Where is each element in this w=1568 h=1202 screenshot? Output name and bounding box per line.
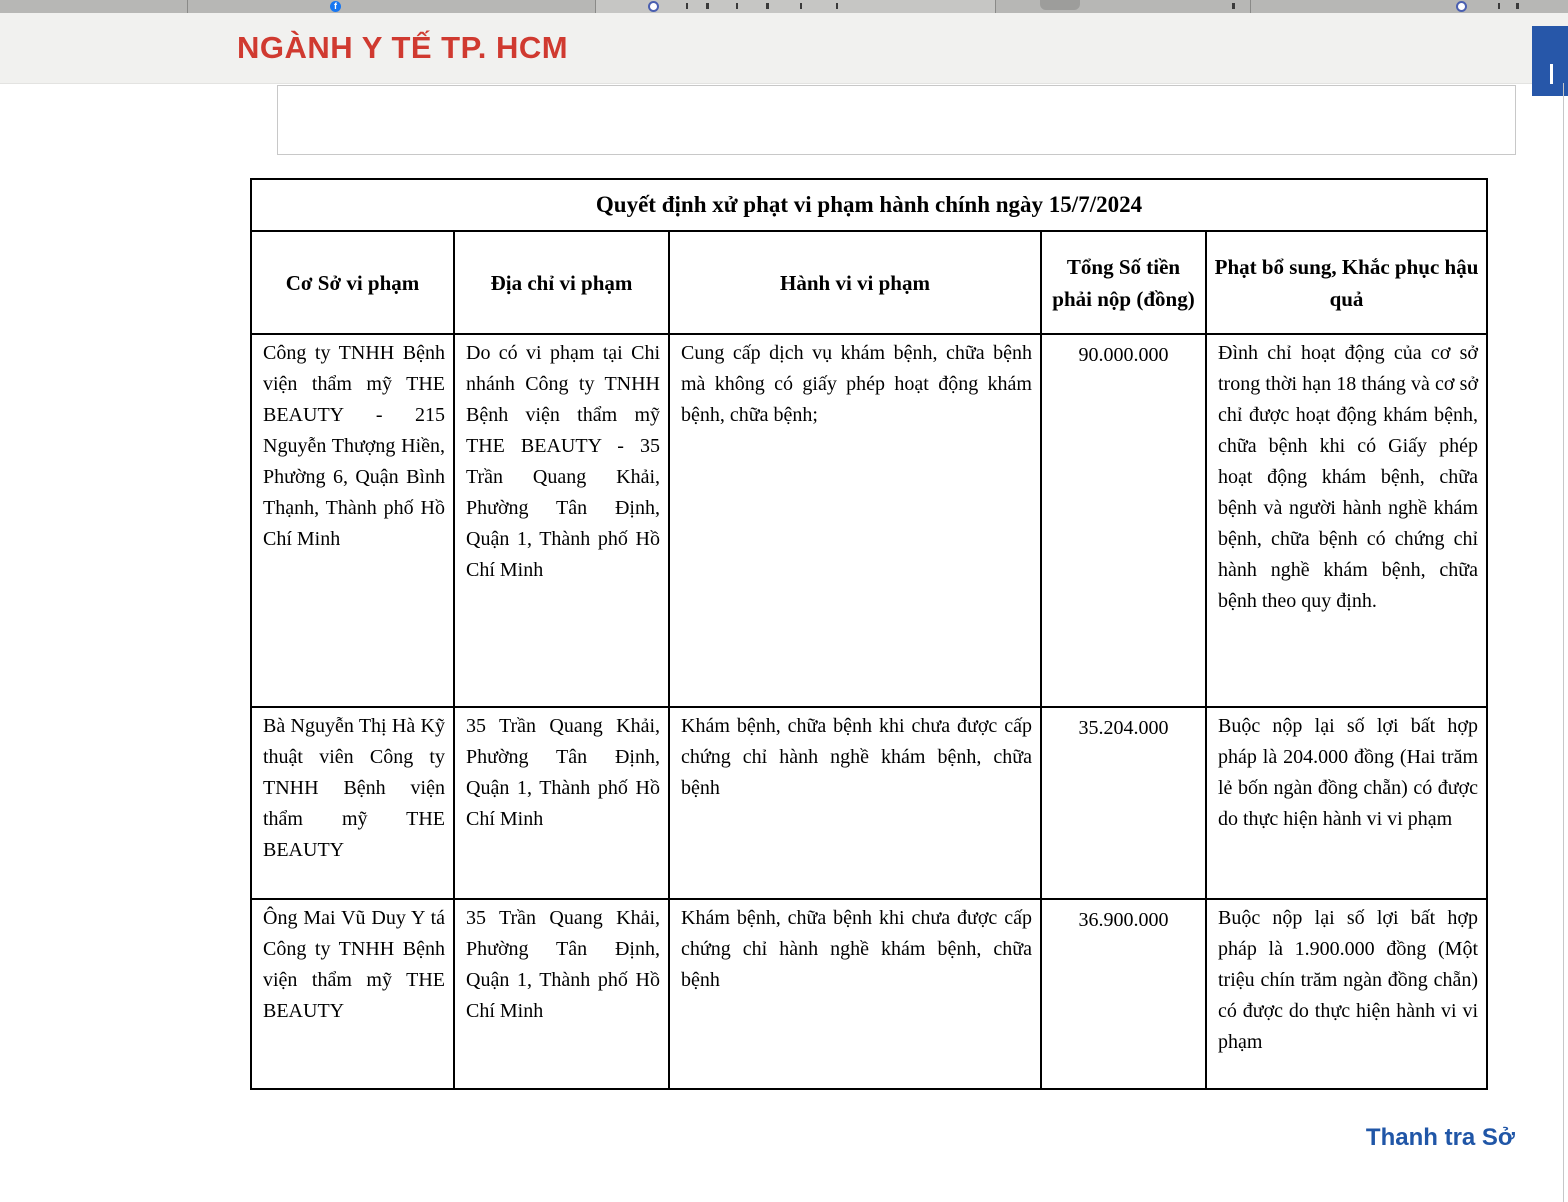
cell-dia-chi: 35 Trần Quang Khải, Phường Tân Định, Quận 1, Thành phố Hồ Chí Minh bbox=[454, 707, 669, 899]
browser-tab-strip bbox=[0, 0, 1568, 14]
tab-divider bbox=[1250, 0, 1251, 13]
tab-title-fragment bbox=[800, 3, 802, 9]
column-header-tong-so-tien: Tổng Số tiền phải nộp (đồng) bbox=[1041, 231, 1206, 334]
cell-tien: 36.900.000 bbox=[1041, 899, 1206, 1089]
tab-title-fragment bbox=[766, 3, 769, 9]
site-crest-icon[interactable] bbox=[648, 1, 659, 12]
tab-title-fragment bbox=[1498, 3, 1500, 9]
column-header-co-so: Cơ Sở vi phạm bbox=[251, 231, 454, 334]
facebook-icon[interactable]: f bbox=[330, 1, 341, 12]
cell-tien: 35.204.000 bbox=[1041, 707, 1206, 899]
site-brand-title: NGÀNH Y TẾ TP. HCM bbox=[237, 30, 569, 65]
cell-dia-chi: Do có vi phạm tại Chi nhánh Công ty TNHH Bệnh viện thẩm mỹ THE BEAUTY - 35 Trần Quang Khải, Phường Tân Định, Quận 1, Thành phố Hồ Chí Minh bbox=[454, 334, 669, 707]
page-edge-line bbox=[1563, 83, 1564, 1202]
tab-divider bbox=[595, 0, 596, 13]
site-header bbox=[0, 13, 1568, 84]
cell-co-so: Bà Nguyễn Thị Hà Kỹ thuật viên Công ty TNHH Bệnh viện thẩm mỹ THE BEAUTY bbox=[251, 707, 454, 899]
site-crest-icon[interactable] bbox=[1456, 1, 1467, 12]
tab-title-fragment bbox=[736, 3, 738, 9]
cell-phat-bo-sung: Buộc nộp lại số lợi bất hợp pháp là 204.000 đồng (Hai trăm lẻ bốn ngàn đồng chẵn) có được do thực hiện hành vi vi phạm bbox=[1206, 707, 1487, 899]
tab-title-fragment bbox=[706, 3, 709, 9]
table-row bbox=[251, 334, 1487, 707]
cell-tien: 90.000.000 bbox=[1041, 334, 1206, 707]
table-row bbox=[251, 899, 1487, 1089]
cell-phat-bo-sung: Đình chỉ hoạt động của cơ sở trong thời hạn 18 tháng và cơ sở chỉ được hoạt động khám bệnh, chữa bệnh khi có Giấy phép hoạt động khám bệnh, chữa bệnh và người hành nghề khám bệnh, chữa bệnh có chứng chỉ hành nghề khám bệnh, chữa bệnh theo quy định. bbox=[1206, 334, 1487, 707]
table-header-row bbox=[251, 231, 1487, 334]
cell-hanh-vi: Khám bệnh, chữa bệnh khi chưa được cấp chứng chỉ hành nghề khám bệnh, chữa bệnh bbox=[669, 707, 1041, 899]
cell-hanh-vi: Cung cấp dịch vụ khám bệnh, chữa bệnh mà không có giấy phép hoạt động khám bệnh, chữa bệnh; bbox=[669, 334, 1041, 707]
empty-frame-panel bbox=[277, 85, 1516, 155]
table-title: Quyết định xử phạt vi phạm hành chính ngày 15/7/2024 bbox=[251, 179, 1487, 231]
column-header-phat-bo-sung: Phạt bổ sung, Khắc phục hậu quả bbox=[1206, 231, 1487, 334]
tab-title-fragment bbox=[836, 3, 838, 9]
signoff-link[interactable]: Thanh tra Sở bbox=[1365, 1124, 1515, 1151]
tab-title-fragment bbox=[686, 3, 688, 9]
cell-hanh-vi: Khám bệnh, chữa bệnh khi chưa được cấp chứng chỉ hành nghề khám bệnh, chữa bệnh bbox=[669, 899, 1041, 1089]
cell-co-so: Ông Mai Vũ Duy Y tá Công ty TNHH Bệnh viện thẩm mỹ THE BEAUTY bbox=[251, 899, 454, 1089]
widget-glyph-icon bbox=[1550, 64, 1553, 84]
cell-co-so: Công ty TNHH Bệnh viện thẩm mỹ THE BEAUTY - 215 Nguyễn Thượng Hiền, Phường 6, Quận Bình Thạnh, Thành phố Hồ Chí Minh bbox=[251, 334, 454, 707]
penalty-decisions-table bbox=[250, 178, 1488, 1090]
table-row bbox=[251, 707, 1487, 899]
tab-favicon-placeholder bbox=[1040, 0, 1080, 10]
column-header-dia-chi: Địa chỉ vi phạm bbox=[454, 231, 669, 334]
tab-title-fragment bbox=[1232, 3, 1235, 9]
table-title-row bbox=[251, 179, 1487, 231]
tab-divider bbox=[995, 0, 996, 13]
tab-divider bbox=[187, 0, 188, 13]
cell-phat-bo-sung: Buộc nộp lại số lợi bất hợp pháp là 1.900.000 đồng (Một triệu chín trăm ngàn đồng chẵn) có được do thực hiện hành vi vi phạm bbox=[1206, 899, 1487, 1089]
tab-title-fragment bbox=[1516, 3, 1519, 9]
cell-dia-chi: 35 Trần Quang Khải, Phường Tân Định, Quận 1, Thành phố Hồ Chí Minh bbox=[454, 899, 669, 1089]
column-header-hanh-vi: Hành vi vi phạm bbox=[669, 231, 1041, 334]
